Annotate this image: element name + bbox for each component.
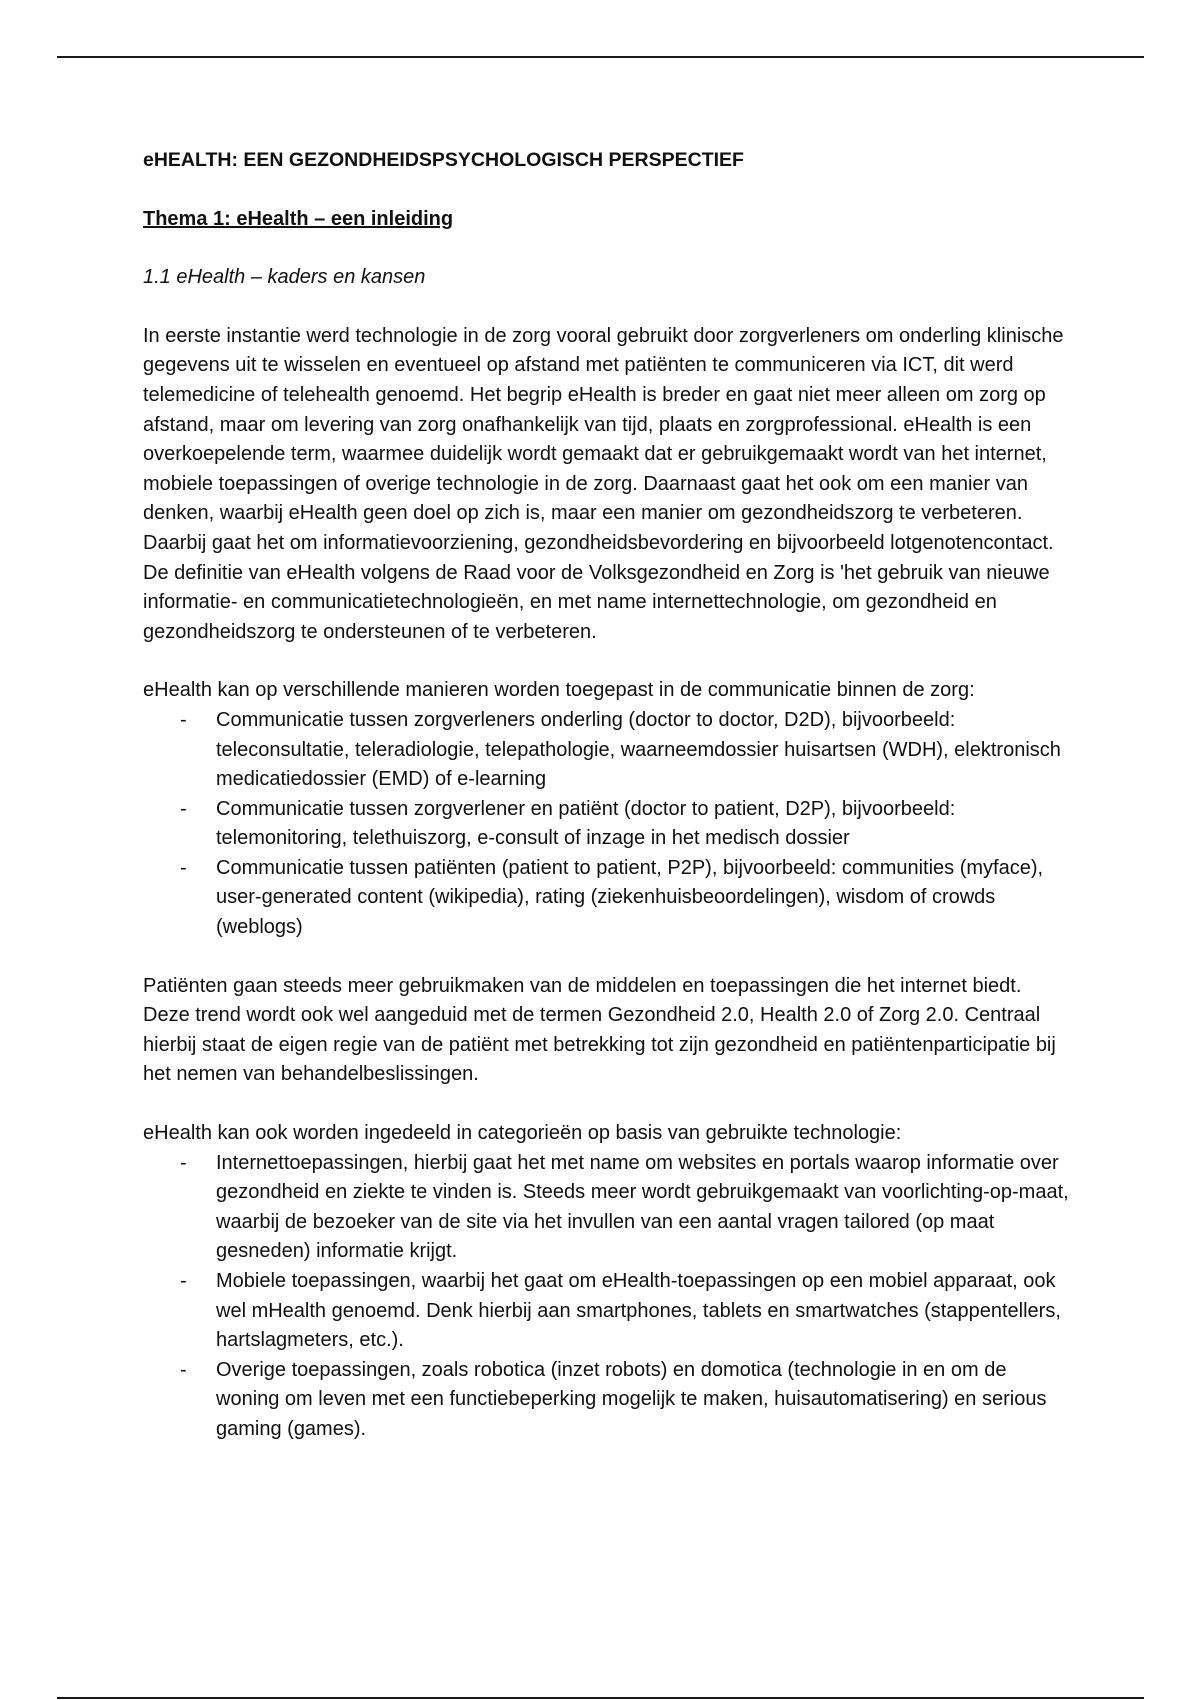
- list-communication-intro: eHealth kan op verschillende manieren worden toegepast in de communicatie binnen de zorg:: [143, 679, 975, 702]
- list-item: [143, 1149, 1073, 1267]
- paragraph-definition: In eerste instantie werd technologie in de zorg vooral gebruikt door zorgverleners om onderling klinische gegevens uit te wisselen en eventueel op afstand met patiënten te communiceren via ICT, dit werd telemedicine of telehealth genoemd. Het begrip eHealth is breder en gaat niet meer alleen om zorg op afstand, maar om levering van zorg onafhankelijk van tijd, plaats en zorgprofessional. eHealth is een overkoepelende term, waarmee duidelijk wordt gemaakt dat er gebruikgemaakt wordt van het internet, mobiele toepassingen of overige technologie in de zorg. Daarnaast gaat het ook om een manier van denken, waarbij eHealth geen doel op zich is, maar een manier om gezondheidszorg te verbeteren. Daarbij gaat het om informatievoorziening, gezondheidsbevordering en bijvoorbeeld lotgenotencontact. De definitie van eHealth volgens de Raad voor de Volksgezondheid en Zorg is 'het gebruik van nieuwe informatie- en communicatietechnologieën, en met name internettechnologie, om gezondheid en gezondheidszorg te ondersteunen of te verbeteren.: [143, 324, 1064, 643]
- footer-rule: [57, 1697, 1144, 1699]
- dash-bullet: -: [180, 1358, 187, 1381]
- list-item-text: Internettoepassingen, hierbij gaat het met name om websites en portals waarop informatie over gezondheid en ziekte te vinden is. Steeds meer wordt gebruikgemaakt van voorlichting-op-maat, waarbij de bezoeker van de site via het invullen van een aantal vragen tailored (op maat gesneden) informatie krijgt.: [216, 1151, 1069, 1263]
- list-technology: [143, 1149, 1073, 1445]
- list-item: [143, 795, 1073, 854]
- subsection-title: 1.1 eHealth – kaders en kansen: [143, 266, 426, 289]
- dash-bullet: -: [180, 708, 187, 731]
- dash-bullet: -: [180, 797, 187, 820]
- list-item: [143, 706, 1073, 795]
- list-item: [143, 1356, 1073, 1445]
- list-item-text: Communicatie tussen zorgverlener en patiënt (doctor to patient, D2P), bijvoorbeeld: telemonitoring, telethuiszorg, e-consult of inzage in het medisch dossier: [216, 797, 956, 850]
- paragraph-health-2-0: Patiënten gaan steeds meer gebruikmaken van de middelen en toepassingen die het internet biedt. Deze trend wordt ook wel aangeduid met de termen Gezondheid 2.0, Health 2.0 of Zorg 2.0. Centraal hierbij staat de eigen regie van de patiënt met betrekking tot zijn gezondheid en patiëntenparticipatie bij het nemen van behandelbeslissingen.: [143, 974, 1056, 1086]
- list-communication: [143, 706, 1073, 943]
- dash-bullet: -: [180, 856, 187, 879]
- list-item: [143, 1267, 1073, 1356]
- dash-bullet: -: [180, 1151, 187, 1174]
- document-title: eHEALTH: EEN GEZONDHEIDSPSYCHOLOGISCH PERSPECTIEF: [143, 149, 744, 171]
- document-body: [143, 146, 1073, 1474]
- list-technology-intro: eHealth kan ook worden ingedeeld in categorieën op basis van gebruikte technologie:: [143, 1122, 902, 1145]
- list-item: [143, 854, 1073, 943]
- section-title: Thema 1: eHealth – een inleiding: [143, 207, 454, 230]
- header-rule: [57, 56, 1144, 58]
- dash-bullet: -: [180, 1270, 187, 1292]
- list-item-text: Communicatie tussen patiënten (patient to patient, P2P), bijvoorbeeld: communities (myface), user-generated content (wikipedia), rating (ziekenhuisbeoordelingen), wisdom of crowds (weblogs): [216, 856, 1044, 939]
- list-item-text: Mobiele toepassingen, waarbij het gaat om eHealth-toepassingen op een mobiel apparaat, ook wel mHealth genoemd. Denk hierbij aan smartphones, tablets en smartwatches (stappentellers, hartslagmeters, etc.).: [216, 1270, 1061, 1352]
- list-item-text: Communicatie tussen zorgverleners onderling (doctor to doctor, D2D), bijvoorbeeld: teleconsultatie, teleradiologie, telepathologie, waarneemdossier huisartsen (WDH), elektronisch medicatiedossier (EMD) of e-learning: [216, 708, 1061, 791]
- list-item-text: Overige toepassingen, zoals robotica (inzet robots) en domotica (technologie in en om de woning om leven met een functiebeperking mogelijk te maken, huisautomatisering) en serious gaming (games).: [216, 1358, 1047, 1440]
